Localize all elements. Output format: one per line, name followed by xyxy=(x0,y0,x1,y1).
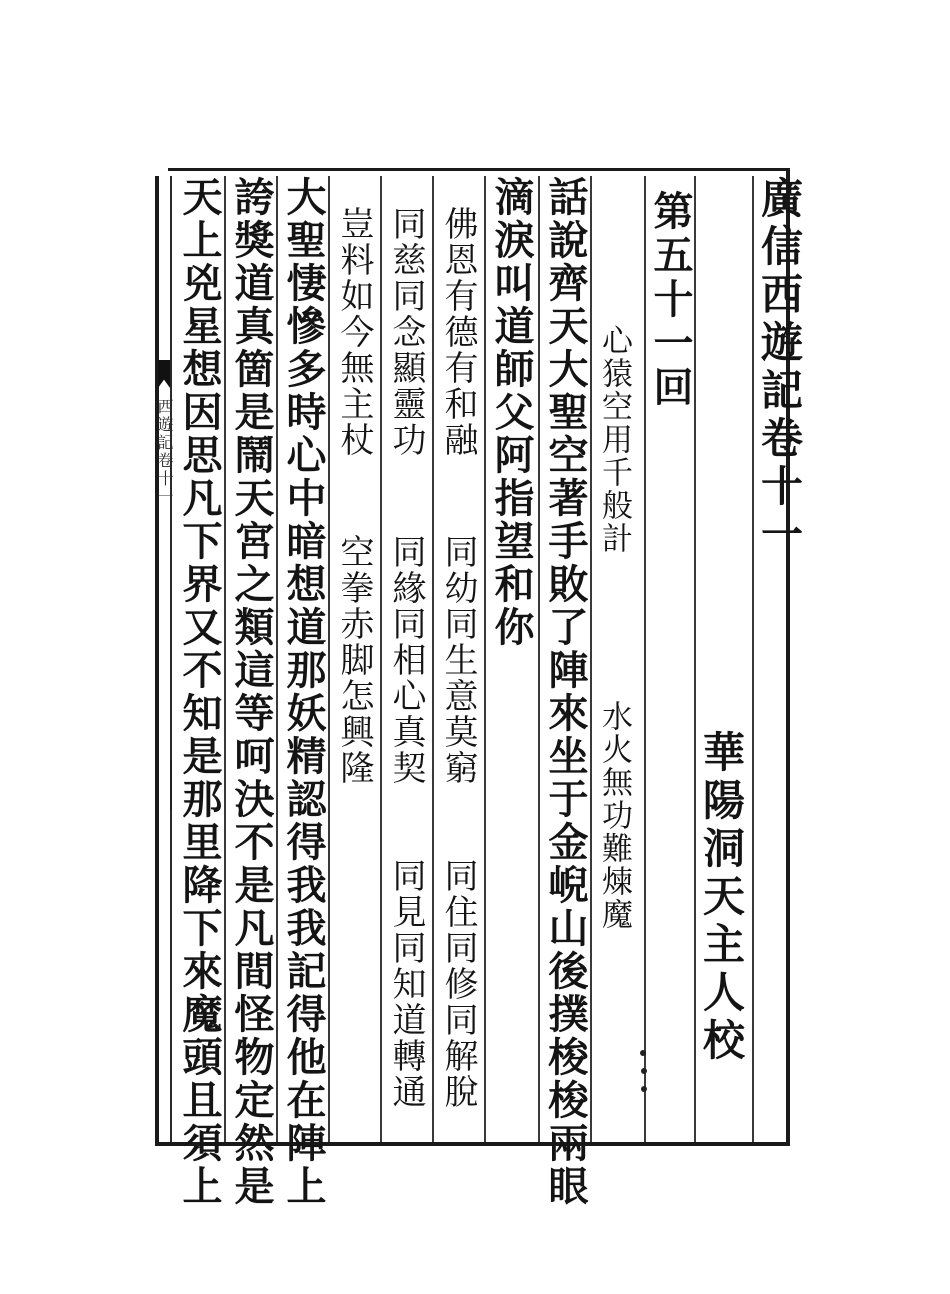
prose-line-1: 大聖悽慘多時心中暗想道那妖精認得我我記得他在陣上 xyxy=(280,176,327,1208)
chapter-heading: 第五十一回 xyxy=(647,190,694,410)
frame-left-border xyxy=(155,176,159,1146)
verse-1b: 同幼同生意莫窮 xyxy=(438,534,478,786)
column-rule xyxy=(752,176,754,1142)
verse-1a: 佛恩有德有和融 xyxy=(438,206,478,458)
column-rule xyxy=(590,176,592,1142)
prose-line-3: 天上兇星想因思凡下界又不知是那里降下來魔頭且須上 xyxy=(176,176,223,1208)
fold-mark xyxy=(160,760,172,810)
editor-credit: 華陽洞天主人校 xyxy=(697,730,746,1066)
ink-speck xyxy=(641,1086,647,1092)
prose-line-2: 誇獎道真箇是鬧天宮之類這等呵決不是凡間怪物定然是 xyxy=(228,176,275,1208)
column-rule xyxy=(380,176,382,1142)
verse-2c: 同見同知道轉通 xyxy=(386,858,426,1110)
column-rule xyxy=(432,176,434,1142)
column-rule xyxy=(224,176,226,1142)
couplet-first-line: 心猿空用千般計 xyxy=(596,324,632,555)
column-rule xyxy=(538,176,540,1142)
verse-3b: 空拳赤脚怎興隆 xyxy=(334,534,374,786)
couplet-second-line: 水火無功難煉魔 xyxy=(596,700,632,931)
volume-title: 廣信西遊記卷十一 xyxy=(755,176,804,560)
column-rule xyxy=(484,176,486,1142)
fold-line xyxy=(170,176,172,1142)
body-line-1: 話說齊天大聖空著手敗了陣來坐于金𡸣山後撲梭梭兩眼 xyxy=(542,176,589,1208)
verse-3a: 豈料如今無主杖 xyxy=(334,206,374,458)
frame-top-border xyxy=(168,168,790,171)
verse-1c: 同住同修同解脫 xyxy=(438,858,478,1110)
column-rule xyxy=(644,176,646,1142)
column-rule xyxy=(276,176,278,1142)
fish-tail-mark xyxy=(158,360,170,388)
column-rule xyxy=(694,176,696,1142)
column-rule xyxy=(328,176,330,1142)
ink-speck xyxy=(641,1068,647,1074)
ink-speck xyxy=(640,1050,646,1056)
fold-title: 西遊記卷十一 xyxy=(155,398,174,506)
body-line-2: 滴淚叫道師父阿指望和你 xyxy=(488,176,535,649)
verse-2b: 同緣同相心真契 xyxy=(386,534,426,786)
verse-2a: 同慈同念顯靈功 xyxy=(386,206,426,458)
